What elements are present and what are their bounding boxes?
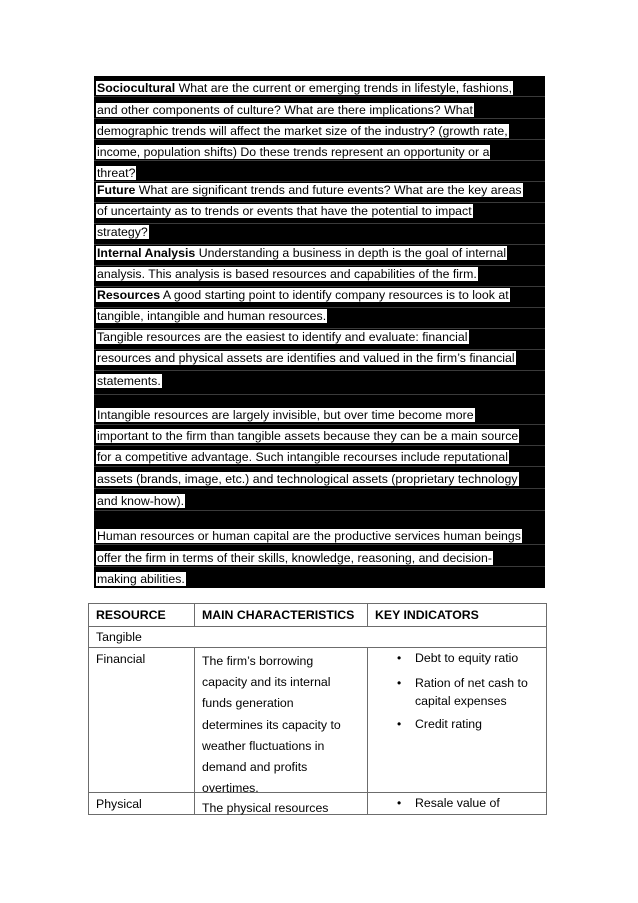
row-resource-physical: Physical <box>96 797 142 811</box>
line-separator <box>94 510 545 511</box>
text-line <box>96 408 475 422</box>
line-separator <box>94 96 545 97</box>
text-line-body: offer the firm in terms of their skills, knowledge, reasoning, and decision- <box>97 551 492 565</box>
line-separator <box>94 370 545 371</box>
group-tangible: Tangible <box>96 630 142 644</box>
characteristics-line: The firm’s borrowing <box>202 654 314 668</box>
text-line-body: analysis. This analysis is based resources and capabilities of the firm. <box>97 267 477 281</box>
text-line <box>96 183 523 197</box>
line-separator <box>94 466 545 467</box>
line-separator <box>94 328 545 329</box>
text-line-body: important to the firm than tangible assets because they can be a main source <box>97 429 519 443</box>
text-line-body: assets (brands, image, etc.) and technological assets (proprietary technology <box>97 472 518 486</box>
text-line <box>96 309 327 323</box>
indicator-line: capital expenses <box>415 694 507 708</box>
text-line-body: What are significant trends and future events? What are the key areas <box>135 183 522 197</box>
text-line <box>96 429 519 443</box>
table-grid-line <box>194 603 195 627</box>
text-line <box>96 494 185 508</box>
text-line-body: income, population shifts) Do these trends represent an opportunity or a <box>97 145 490 159</box>
text-line-body: for a competitive advantage. Such intangible recourses include reputational <box>97 450 508 464</box>
text-line <box>96 166 136 180</box>
bullet: • <box>397 717 402 731</box>
text-line <box>96 572 186 586</box>
text-line-body: demographic trends will affect the market size of the industry? (growth rate, <box>97 124 508 138</box>
indicator-line: Ration of net cash to <box>415 676 528 690</box>
line-separator <box>94 181 545 182</box>
indicator-line: Credit rating <box>415 717 482 731</box>
characteristics-line: funds generation <box>202 696 294 710</box>
text-line <box>96 81 513 95</box>
text-line-body: threat? <box>97 166 136 180</box>
table-grid-line <box>88 603 547 604</box>
header-main-characteristics: MAIN CHARACTERISTICS <box>202 608 355 622</box>
line-separator <box>94 349 545 350</box>
text-line-body: strategy? <box>97 225 148 239</box>
header-key-indicators: KEY INDICATORS <box>375 608 479 622</box>
characteristics-line: demand and profits <box>202 760 308 774</box>
text-line <box>96 288 510 302</box>
line-separator <box>94 488 545 489</box>
text-line <box>96 330 469 344</box>
characteristics-line: determines its capacity to <box>202 718 341 732</box>
characteristics-line: overtimes. <box>202 781 259 795</box>
line-separator <box>94 307 545 308</box>
characteristics-line: The physical resources <box>202 801 329 815</box>
table-grid-line <box>88 626 547 627</box>
line-separator <box>94 394 545 395</box>
line-separator <box>94 265 545 266</box>
text-line-body: Understanding a business in depth is the goal of internal <box>195 246 507 260</box>
line-separator <box>94 424 545 425</box>
text-line <box>96 204 473 218</box>
text-line <box>96 103 474 117</box>
text-line-body: of uncertainty as to trends or events that have the potential to impact <box>97 204 472 218</box>
row-resource-financial: Financial <box>96 652 146 666</box>
text-box <box>94 76 545 588</box>
text-line <box>96 124 509 138</box>
table-grid-line <box>367 603 368 627</box>
text-line-body: Intangible resources are largely invisible, but over time become more <box>97 408 474 422</box>
text-line-bold: Internal Analysis <box>97 246 196 260</box>
table-grid-line <box>194 647 195 815</box>
header-resource: RESOURCE <box>96 608 166 622</box>
text-line <box>96 246 507 260</box>
text-line-body: tangible, intangible and human resources. <box>97 309 327 323</box>
text-line <box>96 529 522 543</box>
line-separator <box>94 244 545 245</box>
text-line-body: and know-how). <box>97 494 185 508</box>
table-grid-line <box>367 647 368 815</box>
bullet: • <box>397 651 402 665</box>
text-line-body: Tangible resources are the easiest to identify and evaluate: financial <box>97 330 468 344</box>
text-line-body: statements. <box>97 374 161 388</box>
line-separator <box>94 160 545 161</box>
line-separator <box>94 544 545 545</box>
text-line <box>96 450 509 464</box>
text-line-body: Human resources or human capital are the productive services human beings <box>97 529 521 543</box>
text-line-bold: Sociocultural <box>97 81 176 95</box>
text-line-bold: Future <box>97 183 136 197</box>
resource-table <box>88 603 547 815</box>
line-separator <box>94 118 545 119</box>
line-separator <box>94 286 545 287</box>
text-line <box>96 374 162 388</box>
table-grid-line <box>88 647 547 648</box>
text-line <box>96 145 490 159</box>
text-line <box>96 551 493 565</box>
line-separator <box>94 202 545 203</box>
text-line-body: What are the current or emerging trends in lifestyle, fashions, <box>175 81 513 95</box>
table-grid-line <box>88 603 89 815</box>
text-line <box>96 225 149 239</box>
bullet: • <box>397 796 402 810</box>
text-line <box>96 351 516 365</box>
table-grid-line <box>546 603 547 815</box>
line-separator <box>94 223 545 224</box>
table-grid-line <box>88 792 547 793</box>
line-separator <box>94 139 545 140</box>
indicator-line: Debt to equity ratio <box>415 651 519 665</box>
text-line <box>96 472 519 486</box>
text-line-body: resources and physical assets are identifies and valued in the firm’s financial <box>97 351 515 365</box>
indicator-line: Resale value of <box>415 796 500 810</box>
line-separator <box>94 445 545 446</box>
bullet: • <box>397 676 402 690</box>
characteristics-line: capacity and its internal <box>202 675 331 689</box>
line-separator <box>94 566 545 567</box>
text-line-bold: Resources <box>97 288 161 302</box>
text-line <box>96 267 478 281</box>
text-line-body: making abilities. <box>97 572 185 586</box>
text-line-body: A good starting point to identify company resources is to look at <box>160 288 509 302</box>
characteristics-line: weather fluctuations in <box>202 739 325 753</box>
text-line-body: and other components of culture? What are there implications? What <box>97 103 473 117</box>
